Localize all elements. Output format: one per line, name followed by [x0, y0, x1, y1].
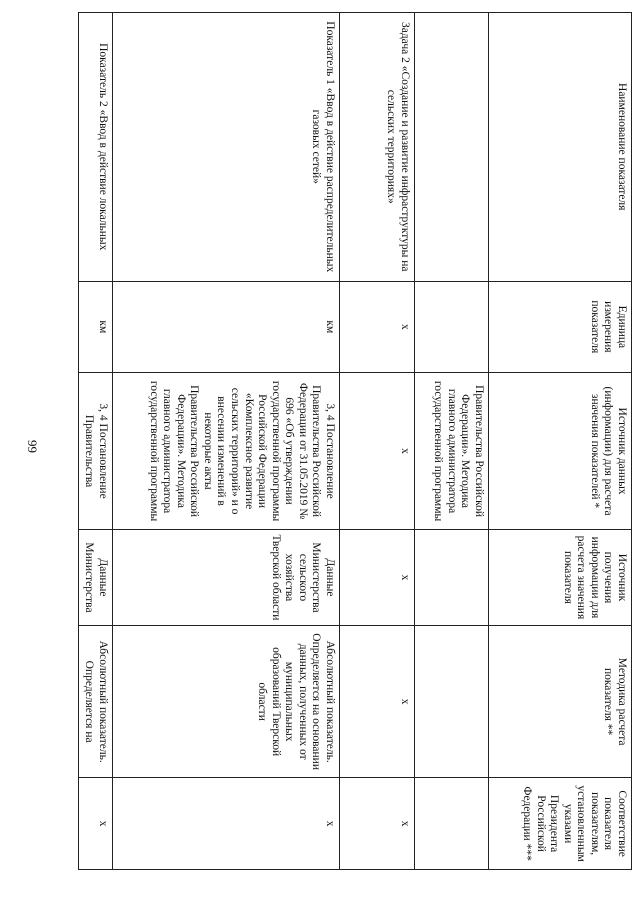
table-cell: х — [340, 373, 415, 530]
table-row — [113, 13, 340, 870]
table-cell: Данные Министерства — [78, 529, 112, 625]
table-row — [415, 13, 489, 870]
table-header-row — [489, 13, 632, 870]
table-cell: Абсолютный показатель. Определяется на — [78, 626, 112, 778]
header-data-source: Источник данных (информации) для расчета значения показателей * — [489, 373, 632, 530]
table-cell — [415, 778, 489, 870]
table-cell: 3, 4 Постановление Правительства Российской Федерации от 31.05.2019 № 696 «Об утверждении государственной программы Российской Федерации «Комплексное развитие сельских территорий» и о внесении изменений в некоторые акты Правительства Российской Федерации». Методика главного администратора государственной программы — [113, 373, 340, 530]
table-cell — [415, 13, 489, 282]
table-cell: 3, 4 Постановление Правительства — [78, 373, 112, 530]
header-method: Методика расчета показателя ** — [489, 626, 632, 778]
table-cell: х — [340, 778, 415, 870]
table-cell: х — [113, 778, 340, 870]
table-cell: х — [340, 626, 415, 778]
header-info-source: Источник получения информации для расчета значения показателя — [489, 529, 632, 625]
header-indicator-name: Наименование показателя — [489, 13, 632, 282]
indicators-table — [78, 12, 632, 870]
page-number: 99 — [25, 440, 40, 453]
table-cell: Показатель 2 «Ввод в действие локальных — [78, 13, 112, 282]
rotated-table-wrapper — [83, 0, 640, 870]
table-row — [340, 13, 415, 870]
header-decree-compliance: Соответствие показателя показателям, установленным указами Президента Российской Федерации *** — [489, 778, 632, 870]
table-cell: х — [78, 778, 112, 870]
table-row — [78, 13, 112, 870]
table-cell: Абсолютный показатель. Определяется на основании данных, полученных от муниципальных образований Тверской области — [113, 626, 340, 778]
table-cell: Данные Министерства сельского хозяйства Тверской области — [113, 529, 340, 625]
table-cell: х — [340, 529, 415, 625]
table-cell: х — [340, 281, 415, 373]
table-cell — [415, 281, 489, 373]
table-cell — [415, 529, 489, 625]
table-cell — [415, 626, 489, 778]
table-cell: км — [78, 281, 112, 373]
table-cell: Показатель 1 «Ввод в действие распределительных газовых сетей» — [113, 13, 340, 282]
table-cell: км — [113, 281, 340, 373]
table-cell: Правительства Российской Федерации». Методика главного администратора государственной программы — [415, 373, 489, 530]
table-cell: Задача 2 «Создание и развитие инфраструктуры на сельских территориях» — [340, 13, 415, 282]
header-unit: Единица измерения показателя — [489, 281, 632, 373]
